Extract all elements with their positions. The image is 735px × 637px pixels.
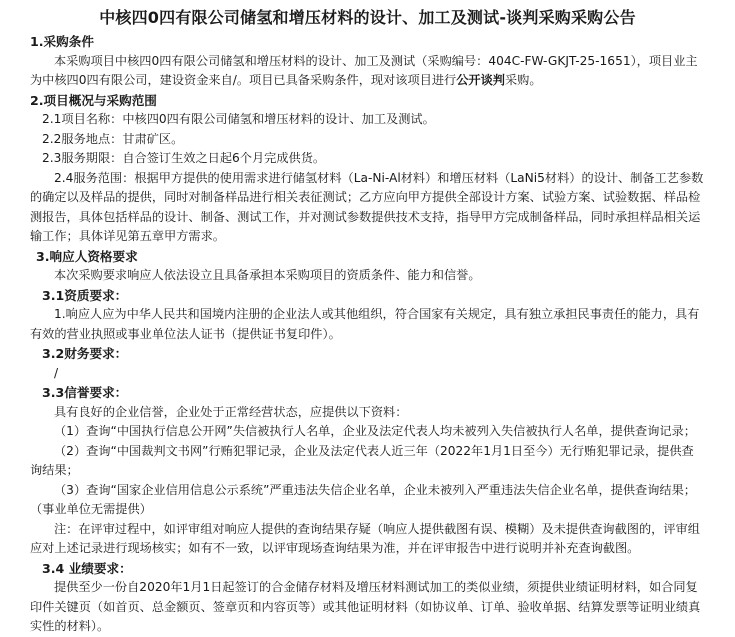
service-period: 2.3服务期限：自合签订生效之日起6个月完成供货。 [42, 151, 326, 165]
page-title: 中核四0四有限公司储氢和增压材料的设计、加工及测试-谈判采购采购公告 [99, 8, 636, 27]
procurement-conditions-text [30, 52, 705, 91]
subsection-heading-performance: 3.4 业绩要求： [42, 560, 132, 576]
subsection-heading-financial: 3.2财务要求： [42, 346, 128, 361]
procurement-method: 公开谈判 [456, 73, 505, 87]
credit-item-2: （2）查询“中国裁判文书网”行贿犯罪记录，企业及法定代表人近三年（2022年1月1日至今）无行贿犯罪记录，提供查询结果； [30, 443, 694, 477]
credit-intro: 具有良好的企业信誉，企业处于正常经营状态，应提供以下资料： [54, 404, 408, 419]
procurement-conditions-text-end: 采购。 [505, 73, 542, 87]
service-place: 2.2服务地点：甘肃矿区。 [42, 131, 184, 146]
financial-requirement-text: / [54, 365, 59, 380]
credit-item-3: （3）查询“国家企业信用信息公示系统”严重违法失信企业名单，企业未被列入严重违法失信企业名单，提供查询结果；（事业单位无需提供） [30, 482, 696, 516]
qualification-intro: 本次采购要求响应人依法设立且具备承担本采购项目的资质条件、能力和信誉。 [54, 268, 481, 282]
procurement-conditions-text-main: 本采购项目中核四0四有限公司储氢和增压材料的设计、加工及测试（采购编号：404C-FW-GKJT-25-1651），项目业主为中核四0四有限公司，建设资金来自/。项目已具备采购条件，现对该项目进行 [30, 53, 698, 87]
section-heading-qualification: 3.响应人资格要求 [36, 248, 138, 264]
subsection-heading-credit: 3.3信誉要求： [42, 385, 128, 400]
qualification-requirement-text: 1.响应人应为中华人民共和国境内注册的企业法人或其他组织，符合国家有关规定，具有独立承担民事责任的能力，具有有效的营业执照或事业单位法人证书（提供证书复印件）。 [30, 307, 700, 341]
section-heading-project-overview: 2.项目概况与采购范围 [30, 92, 157, 108]
credit-item-1: （1）查询“中国执行信息公开网”失信被执行人名单，企业及法定代表人均未被列入失信被执行人名单，提供查询记录； [54, 424, 696, 438]
subsection-heading-qualification: 3.1资质要求： [42, 287, 128, 303]
performance-requirement-text: 提供至少一份自2020年1月1日起签订的合金储存材料及增压材料测试加工的类似业绩，须提供业绩证明材料，如合同复印件关键页（如首页、总金额页、签章页和内容页等）或其他证明材料（如协议单、订单、验收单据、结算发票等证明业绩真实性的材料）。 [30, 580, 701, 633]
project-name: 2.1项目名称：中核四0四有限公司储氢和增压材料的设计、加工及测试。 [42, 112, 435, 126]
section-heading-procurement-conditions: 1.采购条件 [30, 34, 94, 49]
service-scope: 2.4服务范围：根据甲方提供的使用需求进行储氢材料（La-Ni-Al材料）和增压材料（LaNi5材料）的设计、制备工艺参数的确定以及样品的提供，同时对制备样品进行相关表征测试；乙方应向甲方提供全部设计方案、试验方案、试验数据、样品检测报告，具体包括样品的设计、制备、测试工作，并对测试参数提供技术支持，指导甲方完成制备样品，同时承担样品相关运输工作；具体详见第五章甲方需求。 [30, 170, 704, 243]
credit-note: 注：在评审过程中，如评审组对响应人提供的查询结果存疑（响应人提供截图有误、模糊）及未提供查询截图的，评审组应对上述记录进行现场核实；如有不一致，以评审现场查询结果为准，并在评审报告中进行说明并补充查询截图。 [30, 521, 700, 555]
